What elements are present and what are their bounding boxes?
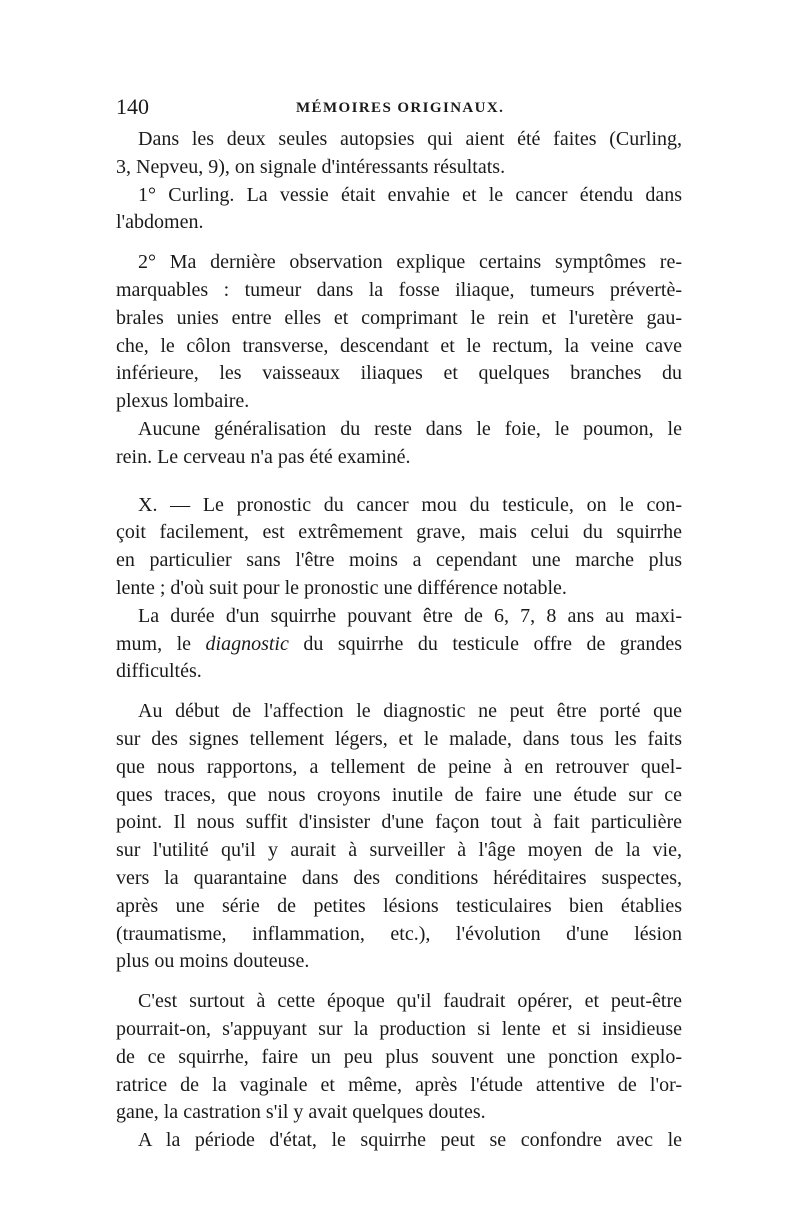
running-head: MÉMOIRES ORIGINAUX. [296, 100, 505, 116]
paragraph [116, 416, 682, 472]
text-line: point. Il nous suffit d'insister d'une façon tout à fait particulière [116, 811, 682, 834]
text-line: (traumatisme, inflammation, etc.), l'évolution d'une lésion [116, 922, 682, 945]
text-line: en particulier sans l'être moins a cependant une marche plus [116, 549, 682, 572]
body-text [116, 126, 682, 1155]
text-line: 1° Curling. La vessie était envahie et le cancer étendu dans [138, 183, 682, 206]
text-line: Aucune généralisation du reste dans le foie, le poumon, le [138, 417, 682, 440]
text-line: plexus lombaire. [116, 390, 250, 413]
section-x [116, 492, 682, 603]
text-line: rein. Le cerveau n'a pas été examiné. [116, 445, 411, 468]
text-line: marquables : tumeur dans la fosse iliaque, tumeurs prévertè- [116, 278, 682, 301]
paragraph [116, 182, 682, 238]
text-line [116, 631, 682, 659]
line-segment: mum, le [116, 632, 192, 655]
text-line: sur l'utilité qu'il y aurait à surveiller à l'âge moyen de la vie, [116, 839, 682, 862]
text-line: Dans les deux seules autopsies qui aient été faites (Curling, [138, 128, 682, 150]
text-line: 3, Nepveu, 9), on signale d'intéressants résultats. [116, 155, 506, 178]
text-line: vers la quarantaine dans des conditions héréditaires suspectes, [116, 866, 682, 889]
text-line: X. — Le pronostic du cancer mou du testicule, on le con- [138, 493, 682, 516]
paragraph [116, 698, 682, 976]
text-line: çoit facilement, est extrêmement grave, mais celui du squirrhe [116, 521, 682, 544]
text-line: ques traces, que nous croyons inutile de faire une étude sur ce [116, 783, 682, 806]
text-line: 2° Ma dernière observation explique certains symptômes re- [138, 251, 682, 274]
text-line: que nous rapportons, a tellement de peine à en retrouver quel- [116, 755, 682, 778]
line-segment: du squirrhe du testicule offre de grandes [303, 632, 682, 655]
paragraph [116, 1127, 682, 1155]
text-line: après une série de petites lésions testiculaires bien établies [116, 894, 682, 917]
text-line: plus ou moins douteuse. [116, 950, 310, 973]
page-number: 140 [116, 94, 149, 119]
text-line: Au début de l'affection le diagnostic ne peut être porté que [138, 700, 682, 723]
page-header [116, 92, 682, 122]
paragraph [116, 126, 682, 182]
text-line: difficultés. [116, 660, 202, 683]
text-line: che, le côlon transverse, descendant et le rectum, la veine cave [116, 334, 682, 357]
text-line: brales unies entre elles et comprimant le rein et l'uretère gau- [116, 306, 682, 329]
text-line: gane, la castration s'il y avait quelques doutes. [116, 1101, 486, 1124]
text-line: La durée d'un squirrhe pouvant être de 6, 7, 8 ans au maxi- [138, 604, 682, 627]
text-line: pourrait-on, s'appuyant sur la production si lente et si insidieuse [116, 1017, 682, 1040]
paragraph [116, 603, 682, 686]
text-line: inférieure, les vaisseaux iliaques et quelques branches du [116, 362, 682, 385]
text-line: l'abdomen. [116, 211, 204, 234]
text-line: sur des signes tellement légers, et le malade, dans tous les faits [116, 727, 682, 750]
text-line: lente ; d'où suit pour le pronostic une différence notable. [116, 576, 567, 599]
text-line: C'est surtout à cette époque qu'il faudrait opérer, et peut-être [138, 990, 682, 1013]
text-line: ratrice de la vaginale et même, après l'étude attentive de l'or- [116, 1073, 682, 1096]
paragraph [116, 249, 682, 416]
italic-term: diagnostic [205, 632, 289, 655]
text-line: A la période d'état, le squirrhe peut se confondre avec le [138, 1129, 682, 1152]
paragraph [116, 988, 682, 1127]
text-line: de ce squirrhe, faire un peu plus souvent une ponction explo- [116, 1045, 682, 1068]
